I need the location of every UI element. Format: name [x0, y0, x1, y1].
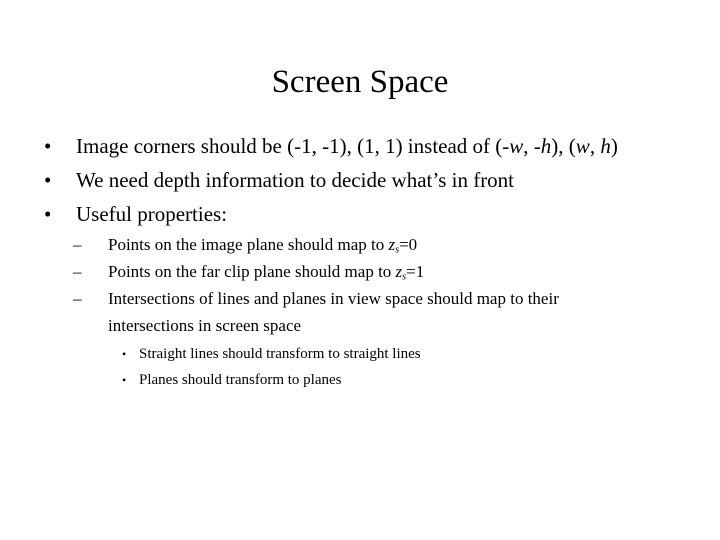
sub-bullet-text-line-1: Intersections of lines and planes in view space should map to their — [108, 289, 559, 308]
bullet-text: We need depth information to decide what’s in front — [76, 168, 515, 192]
bullet-marker: • — [44, 168, 52, 192]
bullet-marker: • — [44, 134, 52, 158]
sub-bullet-marker: – — [73, 262, 82, 281]
sub-bullet-marker: – — [73, 289, 82, 308]
sub-sub-bullet-marker: • — [122, 373, 127, 387]
sub-bullet-text-line-2: intersections in screen space — [108, 316, 302, 335]
sub-sub-bullet-marker: • — [122, 347, 127, 361]
sub-sub-bullet-text: Straight lines should transform to straight lines — [139, 346, 421, 362]
slide-title: Screen Space — [271, 64, 449, 100]
sub-bullet-marker: – — [73, 235, 82, 254]
bullet-text: Useful properties: — [76, 202, 228, 226]
sub-sub-bullet-text: Planes should transform to planes — [139, 372, 342, 388]
sub-bullet-text: Points on the image plane should map to $z_s=0$ — [108, 235, 418, 256]
sub-bullet-text: Points on the far clip plane should map to $z_s=1$ — [108, 262, 425, 283]
bullet-text: Image corners should be (-1, -1), (1, 1) instead of (-w, -h), (w, h) — [76, 134, 618, 158]
bullet-marker: • — [44, 202, 52, 226]
